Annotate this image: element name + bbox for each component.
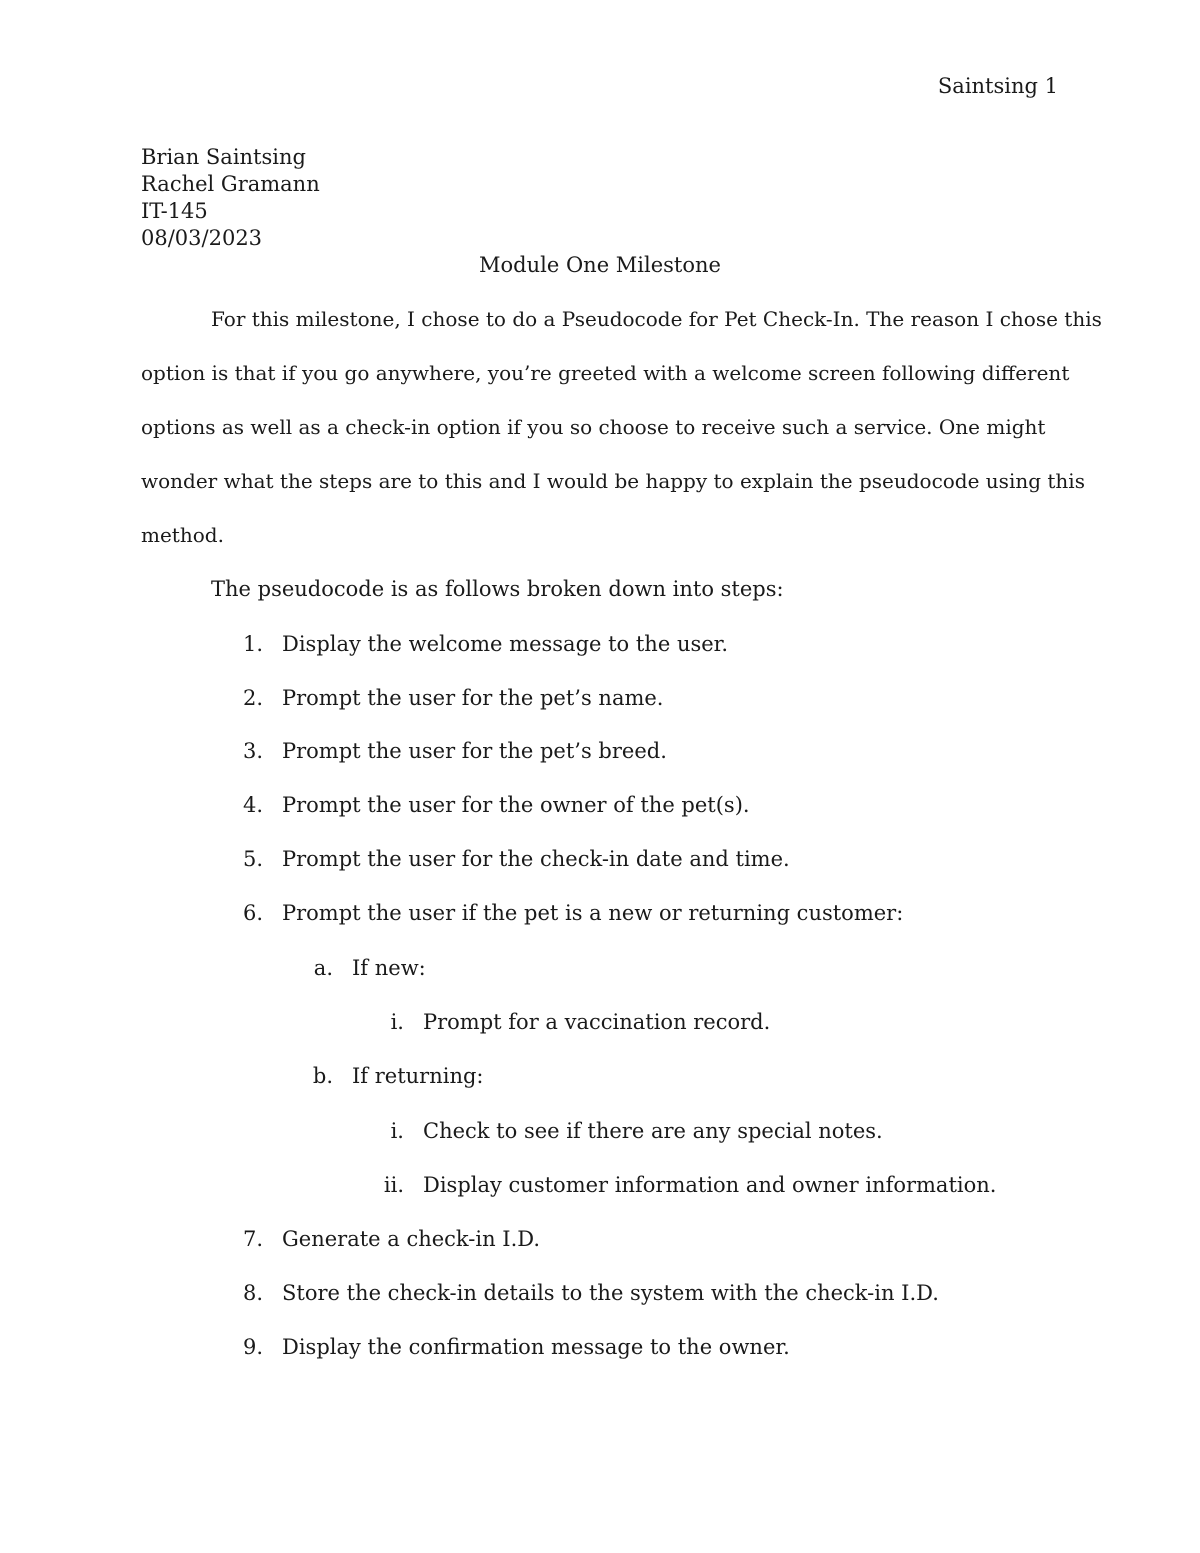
substep-text: If new: bbox=[352, 956, 426, 980]
substep-text: If returning: bbox=[352, 1064, 484, 1088]
step-text: Generate a check-in I.D. bbox=[282, 1227, 541, 1251]
document-date: 08/03/2023 bbox=[141, 226, 263, 250]
substep-marker: b. bbox=[312, 1064, 333, 1088]
subsubstep-text: Prompt for a vaccination record. bbox=[423, 1010, 771, 1034]
step-marker: 7. bbox=[242, 1227, 263, 1251]
step-marker: 8. bbox=[242, 1281, 263, 1305]
step-marker: 9. bbox=[242, 1335, 263, 1359]
intro-line-2: option is that if you go anywhere, you’re greeted with a welcome screen following different bbox=[141, 361, 1070, 385]
subsubstep-marker: ii. bbox=[383, 1173, 404, 1197]
intro-line-5: method. bbox=[141, 523, 224, 547]
course-code: IT-145 bbox=[141, 199, 208, 223]
intro-line-4: wonder what the steps are to this and I would be happy to explain the pseudocode using this bbox=[141, 469, 1085, 493]
steps-intro: The pseudocode is as follows broken down into steps: bbox=[211, 577, 784, 601]
step-text: Display the confirmation message to the owner. bbox=[282, 1335, 790, 1359]
step-text: Prompt the user for the check-in date and time. bbox=[282, 847, 790, 871]
step-marker: 3. bbox=[242, 739, 263, 763]
step-text: Prompt the user for the owner of the pet(s). bbox=[282, 793, 750, 817]
step-text: Prompt the user if the pet is a new or returning customer: bbox=[282, 901, 904, 925]
step-text: Store the check-in details to the system with the check-in I.D. bbox=[282, 1281, 939, 1305]
step-marker: 6. bbox=[242, 901, 263, 925]
step-text: Prompt the user for the pet’s name. bbox=[282, 686, 664, 710]
step-marker: 2. bbox=[242, 686, 263, 710]
subsubstep-text: Check to see if there are any special notes. bbox=[423, 1119, 883, 1143]
instructor-name: Rachel Gramann bbox=[141, 172, 320, 196]
document-title: Module One Milestone bbox=[479, 253, 721, 277]
step-text: Display the welcome message to the user. bbox=[282, 632, 729, 656]
page-header: Saintsing 1 bbox=[937, 74, 1058, 98]
step-marker: 1. bbox=[242, 632, 263, 656]
subsubstep-marker: i. bbox=[390, 1010, 404, 1034]
step-marker: 5. bbox=[242, 847, 263, 871]
step-text: Prompt the user for the pet’s breed. bbox=[282, 739, 667, 763]
subsubstep-marker: i. bbox=[390, 1119, 404, 1143]
step-marker: 4. bbox=[242, 793, 263, 817]
intro-line-3: options as well as a check-in option if you so choose to receive such a service. One might bbox=[141, 415, 1046, 439]
intro-line-1: For this milestone, I chose to do a Pseudocode for Pet Check-In. The reason I chose this bbox=[211, 307, 1102, 331]
substep-marker: a. bbox=[313, 956, 333, 980]
author-name: Brian Saintsing bbox=[141, 145, 306, 169]
subsubstep-text: Display customer information and owner information. bbox=[423, 1173, 997, 1197]
